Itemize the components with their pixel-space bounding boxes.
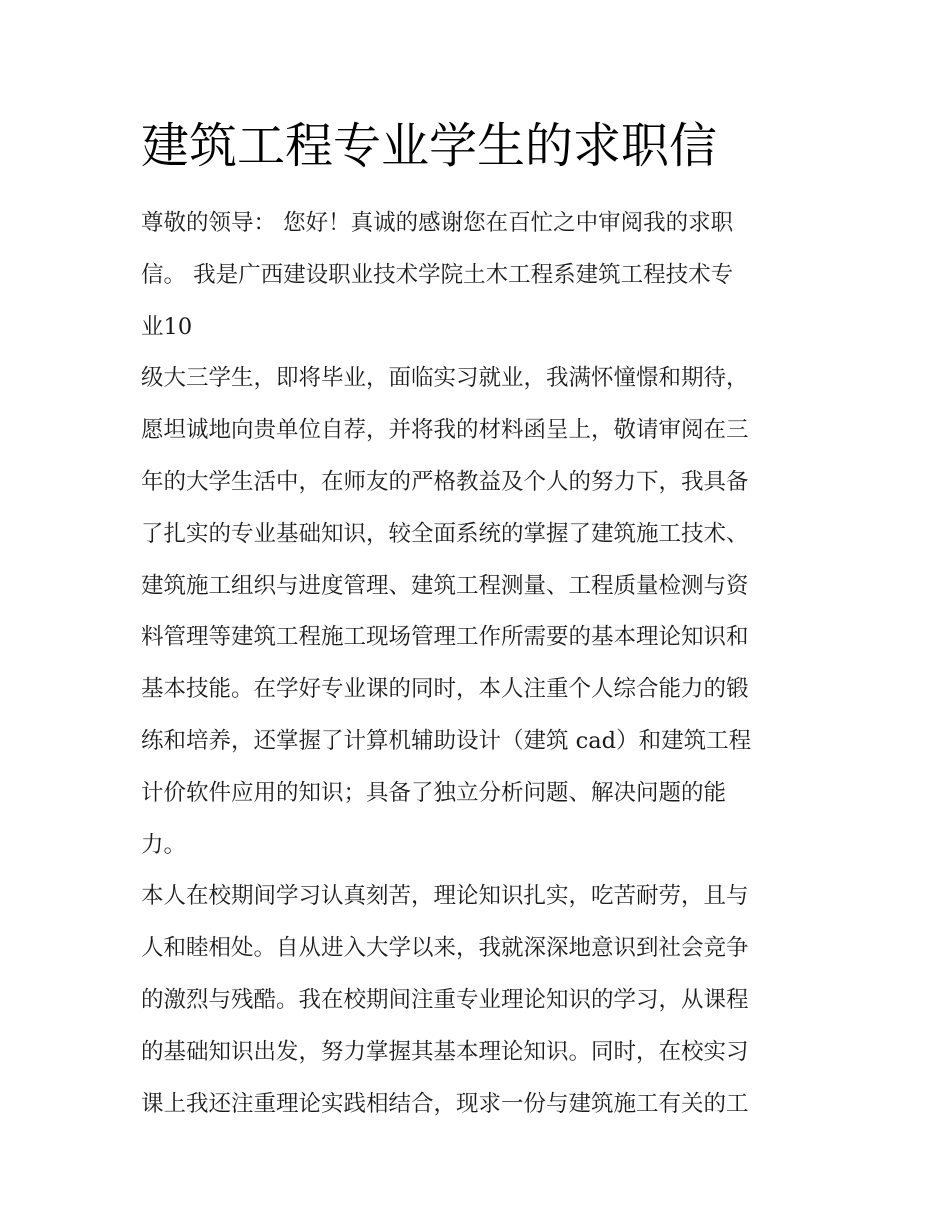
text-line: 愿坦诚地向贵单位自荐，并将我的材料函呈上，敬请审阅在三 — [141, 417, 749, 444]
text-line: 建筑施工组织与进度管理、建筑工程测量、工程质量检测与资 — [141, 572, 749, 599]
text-line: 的激烈与残酷。我在校期间注重专业理论知识的学习，从课程 — [141, 986, 749, 1013]
text-line: 课上我还注重理论实践相结合，现求一份与建筑施工有关的工 — [141, 1090, 749, 1117]
text-line: 的基础知识出发，努力掌握其基本理论知识。同时，在校实习 — [141, 1038, 749, 1065]
text-line: 年的大学生活中，在师友的严格教益及个人的努力下，我具备 — [141, 468, 749, 495]
text-line: 料管理等建筑工程施工现场管理工作所需要的基本理论知识和 — [141, 624, 749, 651]
page-title: 建筑工程专业学生的求职信 — [141, 118, 718, 174]
text-line: 业10 — [141, 313, 193, 340]
text-line: 人和睦相处。自从进入大学以来，我就深深地意识到社会竞争 — [141, 935, 749, 962]
text-line: 级大三学生，即将毕业，面临实习就业，我满怀憧憬和期待， — [141, 365, 749, 392]
text-line: 了扎实的专业基础知识，较全面系统的掌握了建筑施工技术、 — [141, 520, 749, 547]
text-line: 信。 我是广西建设职业技术学院土木工程系建筑工程技术专 — [141, 261, 734, 288]
text-line: 力。 — [141, 831, 187, 858]
letter-body — [141, 198, 821, 1130]
text-line: 尊敬的领导： 您好！真诚的感谢您在百忙之中审阅我的求职 — [141, 210, 734, 236]
text-line: 本人在校期间学习认真刻苦，理论知识扎实，吃苦耐劳，且与 — [141, 883, 749, 910]
text-line: 计价软件应用的知识；具备了独立分析问题、解决问题的能 — [141, 779, 727, 806]
text-line: 练和培养，还掌握了计算机辅助设计（建筑 cad）和建筑工程 — [141, 727, 752, 754]
text-line: 基本技能。在学好专业课的同时，本人注重个人综合能力的锻 — [141, 676, 749, 703]
